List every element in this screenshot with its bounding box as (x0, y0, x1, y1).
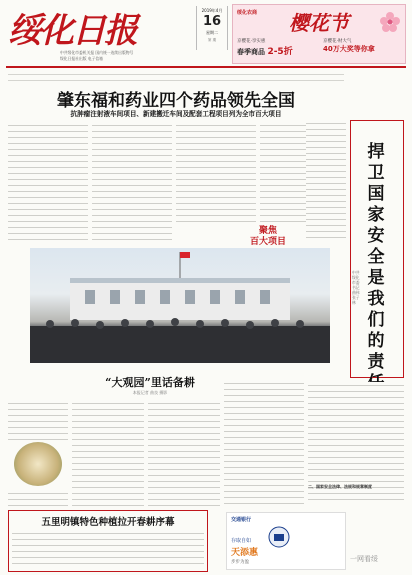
bottom-headline[interactable]: 五里明镇特色种植拉开春耕序幕 (41, 517, 175, 528)
ad-slogan-right-sub: 40万大奖等你拿 (323, 45, 375, 53)
bank-name: 交通银行 (231, 517, 252, 523)
ad-discount: 2-5折 (267, 47, 293, 57)
masthead-info-line: 绥化日报社出版 电子信箱 (60, 56, 103, 61)
feature-headline[interactable]: “大观园”里话备耕 (105, 376, 195, 389)
section-tag-line: 百大项目 (249, 237, 286, 247)
sidebar-byline: 中共绥化市委书记 曲伟 张子林 (352, 270, 360, 305)
lead-article-column (176, 122, 256, 222)
bank-product: 天添惠 (231, 548, 259, 558)
bank-tagline: 步步为盈 (231, 560, 249, 565)
lead-photo (30, 248, 330, 363)
feature-column (8, 400, 68, 440)
ad-slogan-left: 京樱花·享实惠 (237, 39, 266, 44)
section-tag (240, 226, 296, 248)
ad-slogan-left-sub: 春季商品 (237, 48, 265, 56)
lead-headline[interactable]: 肇东福和药业四个药品领先全国 (57, 91, 295, 111)
factory-crowd-illustration (30, 248, 330, 363)
masthead-info (60, 50, 190, 62)
masthead-info-line: 中共绥化市委机关报 国内统一连续出版物号 (60, 50, 134, 55)
feature-column (224, 380, 304, 506)
lead-subheadline: 抗肿瘤注射液车间项目、新建搬迁车间及配套工程项目列为全市百大项目 (70, 110, 282, 118)
sidebar-lead-text (306, 120, 346, 240)
bottom-article-text (12, 530, 204, 568)
bank-slogan: 存取自如 (231, 538, 252, 544)
feature-inset-photo (14, 442, 62, 486)
weekday: 星期二 (206, 30, 218, 35)
date-box (196, 6, 228, 50)
feature-column (72, 400, 144, 506)
top-brief-text (8, 72, 344, 82)
ad-offer-left (237, 38, 317, 57)
ad-offer-right (323, 38, 405, 54)
feature-column (8, 490, 68, 506)
bank-ad[interactable] (226, 512, 346, 570)
sakura-festival-ad[interactable] (232, 4, 406, 64)
sakura-flower-icon (379, 11, 401, 33)
lead-article-column (8, 122, 88, 240)
date-year-month: 2019年4月 (201, 8, 223, 13)
feature-byline: 本报记者 曲良 摄影 (132, 390, 168, 395)
ad-big-word: 樱花节 (289, 11, 349, 35)
masthead-divider (6, 66, 406, 68)
ad-brand: 绥化农商 (237, 10, 258, 16)
feature-column (148, 400, 220, 506)
date-day: 16 (202, 14, 222, 29)
watermark: 一网看绥 (350, 555, 378, 563)
section-tag-line: 聚焦 (258, 226, 277, 236)
sidebar-headline[interactable]: 捍卫国家安全是我们的责 (367, 142, 385, 372)
issue-number: 第 期 (207, 38, 217, 42)
bank-logo-icon (267, 525, 291, 549)
sidebar-foot-note: 二、国家安全法律、法规和规章制度 (308, 484, 372, 489)
lead-article-column (92, 122, 172, 240)
ad-slogan-right: 京樱花·财大气 (323, 39, 352, 44)
masthead-title: 绥化日报 (8, 11, 136, 51)
